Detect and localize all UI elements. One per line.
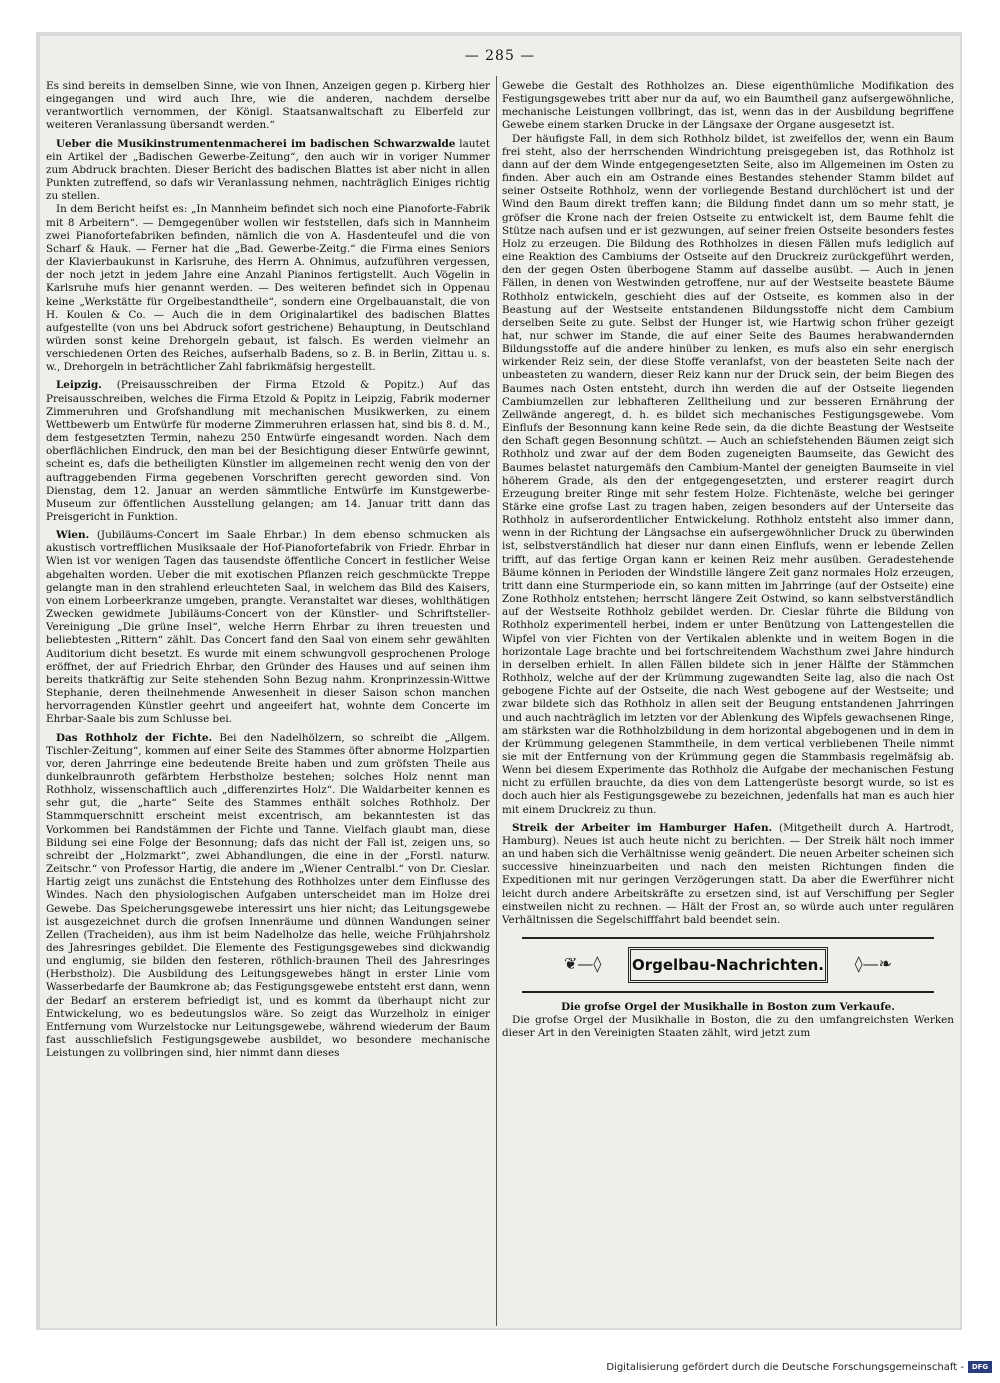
article-heading: Streik der Arbeiter im Hamburger Hafen. [512,821,773,834]
article-continuation: Es sind bereits in demselben Sinne, wie von Ihnen, Anzeigen gegen p. Kirberg hier eingegangen und wird auch Ihre, wie die anderen, nachdem derselbe verantwortlich vernommen, der Königl. Staatsanwaltschaft zu Elberfeld zur weiteren Veranlassung übersandt werden.“ [46,80,490,132]
article-text: (Preisausschreiben der Firma Etzold & Popitz.) Auf das Preisausschreiben, welches die Firma Etzold & Popitz in Leipzig, Fabrik moderner Zimmeruhren und Grofshandlung mit mechanischen Musikwerken, zu einem Wettbewerb um Entwürfe für moderne Zimmeruhren erlassen hat, sind bis 8. d. M., dem festgesetzten Termin, nahezu 250 Entwürfe eingesandt worden. Nach dem oberflächlichen Eindruck, den man bei der Besichtigung dieser Entwürfe gewinnt, scheint es, dafs die betheiligten Künstler im allgemeinen recht wenig den von der auftraggebenden Firma gegebenen Vorschriften gerecht geworden sind. Von Dienstag, dem 12. Januar an werden sämmtliche Entwürfe im Kunstgewerbe-Museum zur öffentlichen Ausstellung gelangen; am 14. Januar tritt dann das Preisgericht in Funktion. [46,379,490,523]
article-musikinstrumente [46,138,490,204]
article-heading: Leipzig. [56,379,102,392]
article-heading: Das Rothholz der Fichte. [56,731,213,744]
column-divider [496,76,497,1326]
article-rothholz [46,732,490,1061]
funding-credit [606,1361,992,1377]
credit-text: Digitalisierung gefördert durch die Deutsche Forschungsgemeinschaft - [606,1362,964,1373]
right-column [502,80,954,1324]
article-leipzig [46,379,490,524]
article-heading: Wien. [56,529,90,542]
page-number: — 285 — [464,48,536,64]
article-wien [46,529,490,726]
article-text: Bei den Nadelhölzern, so schreibt die „Allgem. Tischler-Zeitung“, kommen auf einer Seite des Stammes öfter abnorme Holzpartien vor, deren Jahrringe eine bedeutende Breite haben und zum gröfsten Theile aus dunkelbraunroth gefärbtem Herbstholze bestehen; solches Holz nennt man Rothholz, wissenschaftlich auch „differenzirtes Holz“. Die Waldarbeiter kennen es sehr gut, die „harte“ Seite des Stammes enthält solches Rothholz. Der Stammquerschnitt erscheint meist excentrisch, am bekanntesten ist das Vorkommen bei Randstämmen der Fichte und Tanne. Vielfach glaubt man, diese Bildung sei eine Folge der Besonnung; dafs das nicht der Fall ist, zeigen uns, so schreibt der „Holzmarkt“, zwei Abhandlungen, die eine in der „Forstl. naturw. Zeitschr.“ von Professor Hartig, die andere im „Wiener Centralbl.“ von Dr. Cieslar. Hartig zeigt uns zunächst die Entstehung des Rothholzes unter dem Einflusse des Windes. Nach den physiologischen Aufgaben unterscheidet man im Holze drei Gewebe. Das Speicherungsgewebe interessirt uns hier nicht; das Leitungsgewebe ist ausgezeichnet durch die grofsen Innenräume und dünnen Wandungen seiner Zellen (Tracheiden), aus ihm ist beim Nadelholze das helle, weiche Frühjahrsholz des Jahresringes gebildet. Die Elemente des Festigungsgewebes sind dickwandig und englumig, sie bilden den festeren, röthlich-braunen Theil des Jahresringes (Herbstholz). Die Ausbildung des Leitungsgewebes hängt in erster Linie vom Wasserbedarfe der Baumkrone ab; das Festigungsgewebe entsteht erst dann, wenn der Bedarf an ersterem befriedigt ist, und es kommt da überhaupt nicht zur Entwickelung, wo es bedeutungslos wäre. So zeigt das Wurzelholz in einiger Entfernung vom Wurzelstocke nur Leitungsgewebe, während wiederum der Baum fast ausschliefslich Festigungsgewebe ausbildet, wo besondere mechanische Leistungen zu vollbringen sind, hier nimmt dann dieses [46,731,490,1060]
article-heading: Die grofse Orgel der Musikhalle in Boston zum Verkaufe. [561,1001,895,1013]
left-column [46,80,490,1324]
dfg-logo-icon: DFG [968,1361,992,1373]
banner-rule [522,991,934,993]
scroll-ornament-icon: ❦—◊ [564,954,602,973]
article-streik [502,822,954,927]
article-text: (Mitgetheilt durch A. Hartrodt, Hamburg). Neues ist auch heute nicht zu berichten. — Der Streik hält noch immer an und haben sich die Verhältnisse wenig geändert. Die neuen Arbeiter scheinen sich successive hineinzuarbeiten und nach den meisten Richtungen finden die Expeditionen mit nur geringen Verzögerungen statt. Da aber die Ewerführer nicht leicht durch andere Arbeitskräfte zu ersetzen sind, ist auf Verschiffung per Segler einstweilen nicht zu rechnen. — Hält der Frost an, so würde auch unter regulären Verhältnissen die Segelschifffahrt bald beendet sein. [502,821,954,926]
section-banner [502,931,954,999]
section-title: Orgelbau-Nachrichten. [628,947,828,983]
article-paragraph: Der häufigste Fall, in dem sich Rothholz bildet, ist zweifellos der, wenn ein Baum frei steht, also der herrschenden Windrichtung preisgegeben ist, das Rothholz ist dann auf der dem Winde entgegengesetzten Seite, also im Allgemeinen im Osten zu finden. Aber auch ein am Ostrande eines Bestandes stehender Stamm bildet auf seiner Ostseite Rothholz, wenn der vorliegende Bestand durchlöchert ist und der Wind den Baum direkt treffen kann; die Bildung findet dann um so mehr statt, je gröfser die Krone nach der freien Ostseite zu entwickelt ist, dem Baume fehlt die Stütze nach aufsen und er ist gezwungen, auf seiner freien Ostseite besonders festes Holz zu erzeugen. Die Bildung des Rothholzes in diesen Fällen mufs lediglich auf eine Reaktion des Cambiums der Ostseite auf den Druckreiz zurückgeführt werden, den der gegen Osten überbogene Stamm auf dasselbe ausübt. — Auch in jenen Fällen, in denen von Westwinden getroffene, nur auf der Westseite beastete Bäume Rothholz entwickeln, geschieht dies auf der Ostseite, es kommen also in der Beastung auf der Westseite entstandenen Bildungsstoffe nicht dem Cambium derselben Seite zu gute. Selbst der Hunger ist, wie Hartwig schon früher gezeigt hat, nur schwer im Stande, die auf einer Seite des Baumes herabwandernden Bildungsstoffe auf die andere hinüber zu lenken, es mufs also ein sehr energisch wirkender Reiz sein, der diese Stoffe veranlafst, von der beasteten Seite nach der unbeasteten zu wandern, dieser Reiz kann nur der Druck sein, der beim Biegen des Baumes nach Osten entsteht, durch ihn werden die auf der Ostseite liegenden Cambiumzellen zur lebhafteren Zelltheilung und zur besseren Ernährung der Zellwände angeregt, d. h. es bildet sich mechanisches Festigungsgewebe. Vom Einflufs der Besonnung kann keine Rede sein, da die dichte Beastung der Westseite den Schaft gegen Besonnung schützt. — Auch an schiefstehenden Bäumen zeigt sich Rothholz und zwar auf der dem Boden zugeneigten Baumseite, das Gewicht des Baumes belastet naturgemäfs den Cambium-Mantel der geneigten Baumseite in viel höherem Grade, als den der entgegengesetzten, und ersterer reagirt durch Erzeugung breiter Ringe mit sehr festem Holze. Fichtenäste, welche bei geringer Stärke eine grofse Last zu tragen haben, zeigen besonders auf der Unterseite das Rothholz in aufserordentlicher Entwickelung. Rothholz entsteht also immer dann, wenn in der Richtung der Längsachse ein aufsergewöhnlicher Druck zu überwinden ist, selbstverständlich hat dieser nur dann einen Einflufs, wenn er lebende Zellen trifft, auf das fertige Organ kann er keinen Reiz mehr ausüben. Geradestehende Bäume können in Perioden der Windstille längere Zeit ganz normales Holz erzeugen, tritt dann eine Sturmperiode ein, so kann mitten im Jahrringe (auf der Ostseite) eine Zone Rothholz entstehen; herrscht längere Zeit Ostwind, so kann selbstverständlich auf der Westseite Rothholz gebildet werden. Dr. Cieslar führte die Bildung von Rothholz experimentell herbei, indem er unter Benützung von Lattengestellen die Wipfel von vier Fichten von der Vertikalen ablenkte und in weitem Bogen in die horizontale Lage brachte und bei fortschreitendem Wachsthum zwei Jahre hindurch in derselben erhielt. In allen Fällen bildete sich in jener Hälfte der Stämmchen Rothholz, welche auf der der Krümmung zugewandten Seite lag, also die nach Ost gebogene Fichte auf der Ostseite, die nach West gebogene auf der Westseite; und zwar bildete sich das Rothholz in allen seit der Beugung entstandenen Jahrringen und auch nachträglich im letzten vor der Ablenkung des Wipfels gewachsenen Ringe, am stärksten war die Rothholzbildung in dem horizontal abgebogenen und in dem in der Krümmung gelegenen Stammtheile, in dem vertical verbliebenen Theile nimmt sie mit der Entfernung von der Krümmung gegen die Stammbasis regelmäfsig ab. Wenn bei diesem Experimente das Rothholz die Aufgabe der mechanischen Festung nicht zu erfüllen brauchte, da dies von dem Lattengerüste besorgt wurde, so ist es doch auch hier als Festigungsgewebe zu bezeichnen, jedenfalls hat man es auch hier mit einem Druckreiz zu thun. [502,132,954,816]
article-paragraph: Die grofse Orgel der Musikhalle in Boston, die zu den umfangreichsten Werken dieser Art in den Vereinigten Staaten zählt, wird jetzt zum [502,1014,954,1040]
article-heading: Ueber die Musikinstrumentenmacherei im badischen Schwarzwalde [56,137,456,150]
article-text: (Jubiläums-Concert im Saale Ehrbar.) In dem ebenso schmucken als akustisch vortrefflichen Musiksaale der Hof-Pianofortefabrik von Friedr. Ehrbar in Wien ist vor wenigen Tagen das tausendste öffentliche Concert in festlicher Weise abgehalten worden. Ueber die mit exotischen Pflanzen reich geschmückte Treppe gelangte man in den strahlend erleuchteten Saal, in welchem das Bild des Kaisers, von einem Lorbeerkranze umgeben, prangte. Veranstaltet war dieses, wohlthätigen Zwecken gewidmete Jubiläums-Concert von der Künstler- und Schriftsteller-Vereinigung „Die grüne Insel“, welche Herrn Ehrbar zu ihren treuesten und beliebtesten „Rittern“ zählt. Das Concert fand den Saal von einem sehr gewählten Auditorium dicht besetzt. Es wurde mit einem schwungvoll gesprochenen Prologe eröffnet, der auf Friedrich Ehrbar, den Gründer des Hauses und auf seinen ihm bereits thatkräftig zur Seite stehenden Sohn Bezug nahm. Kronprinzessin-Wittwe Stephanie, deren theilnehmende Anwesenheit in dieser Saison schon manchen hervorragenden Künstler geehrt und angeeifert hat, wohnte dem Concerte im Ehrbar-Saale bis zum Schlusse bei. [46,529,490,726]
newspaper-page [40,36,960,1328]
scroll-ornament-icon: ◊—❧ [854,954,892,973]
article-text: lautet ein Artikel der „Badischen Gewerbe-Zeitung“, den auch wir in voriger Nummer zum Abdruck brachten. Dieser Bericht des badischen Blattes ist aber nicht in allen Punkten zutreffend, so dafs wir Veranlassung nehmen, nachträglich Einiges richtig zu stellen. [46,137,490,203]
article-continuation: Gewebe die Gestalt des Rothholzes an. Diese eigenthümliche Modifikation des Festigungsgewebes tritt aber nur da auf, wo ein Baumtheil ganz aufsergewöhnliche, mechanische Leistungen vollbringt, das ist, wenn das in der Ausbildung begriffene Gewebe einem starken Drucke in der Längsaxe der Organe ausgesetzt ist. [502,80,954,132]
banner-rule [522,937,934,939]
article-paragraph: In dem Bericht heifst es: „In Mannheim befindet sich noch eine Pianoforte-Fabrik mit 8 Arbeitern“. — Demgegenüber wollen wir feststellen, dafs sich in Mannheim zwei Pianofortefabriken befinden, nämlich die von A. Hasdenteufel und die von Scharf & Hauk. — Ferner hat die „Bad. Gewerbe-Zeitg.“ die Firma eines Seniors der Klavierbaukunst in Karlsruhe, des Herrn A. Ohnimus, aufzuführen vergessen, der noch jetzt in jedem Jahre eine Anzahl Pianinos fertigstellt. Auch Vögelin in Karlsruhe mufs hier genannt werden. — Des weiteren befindet sich in Oppenau keine „Werkstätte für Orgelbestandtheile“, sondern eine Orgelbauanstalt, die von H. Koulen & Co. — Auch die in dem Originalartikel des badischen Blattes aufgestellte (von uns bei Abdruck sofort gestrichene) Behauptung, in Deutschland würden sonst keine Drehorgeln gebaut, ist falsch. Es werden vielmehr an verschiedenen Orten des Reiches, aufserhalb Badens, so z. B. in Berlin, Zittau u. s. w., Drehorgeln in beträchtlicher Zahl fabrikmäfsig hergestellt. [46,203,490,374]
